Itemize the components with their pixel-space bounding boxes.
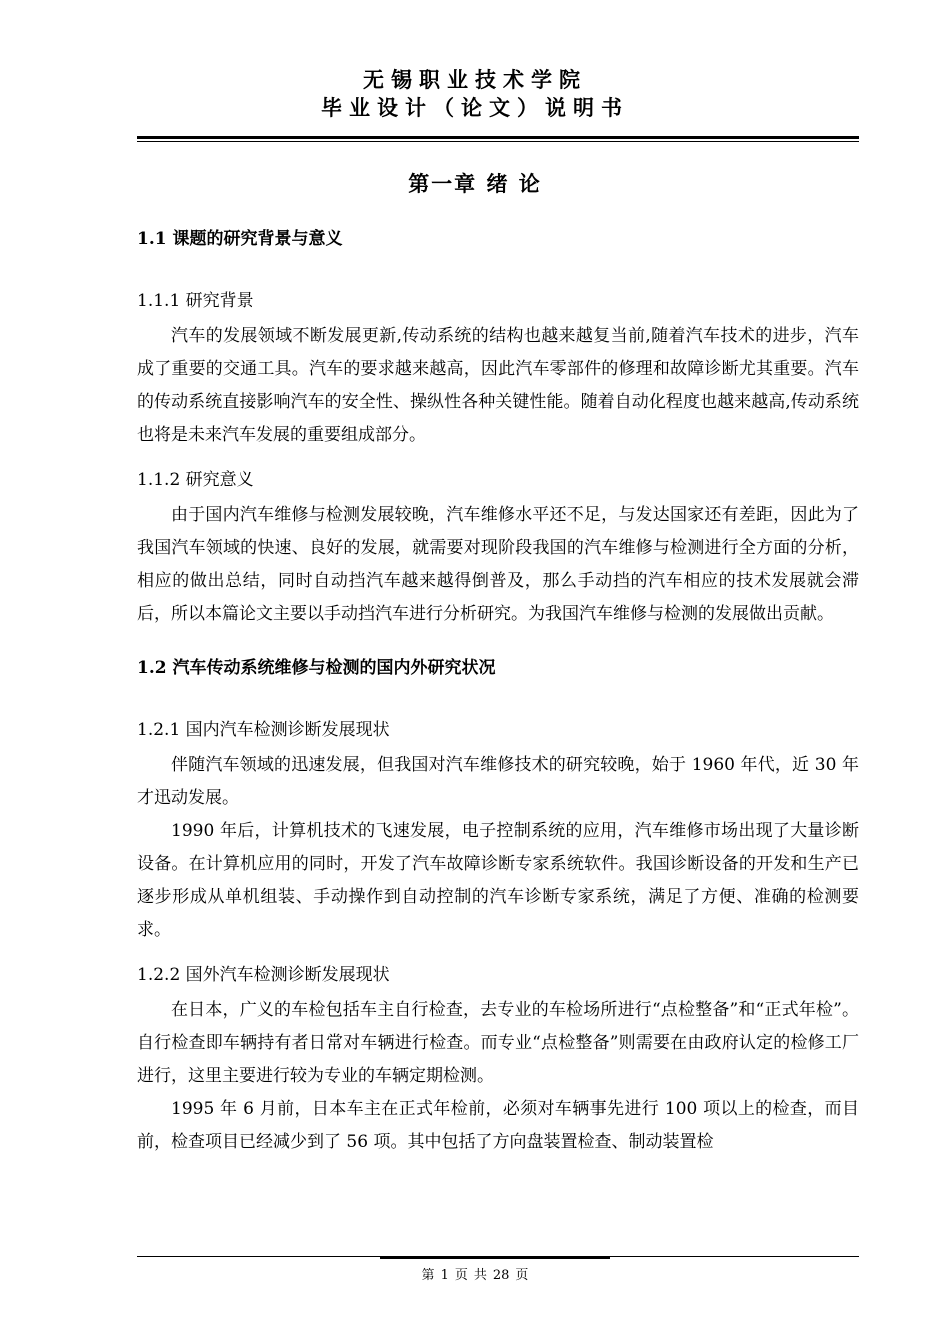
footer-di: 第 (421, 1268, 435, 1283)
footer-gong: 共 (473, 1268, 487, 1283)
total-pages: 28 (492, 1268, 510, 1283)
header-rule-thick (137, 136, 859, 139)
page-footer (0, 1264, 950, 1283)
section-heading-1-1-2: 1.1.2 研究意义 (137, 470, 254, 490)
paragraph: 1995 年 6 月前，日本车主在正式年检前，必须对车辆事先进行 100 项以上的检查，而目前，检查项目已经减少到了 56 项。其中包括了方向盘装置检查、制动装置检 (137, 1099, 859, 1152)
footer-rule-accent (380, 1257, 610, 1259)
paragraph: 汽车的发展领域不断发展更新,传动系统的结构也越来越复当前,随着汽车技术的进步，汽车成了重要的交通工具。汽车的要求越来越高，因此汽车零部件的修理和故障诊断尤其重要。汽车的传动系统直接影响汽车的安全性、操纵性各种关键性能。随着自动化程度也越来越高,传动系统也将是未来汽车发展的重要组成部分。 (137, 326, 859, 445)
paragraph: 1990 年后，计算机技术的飞速发展，电子控制系统的应用，汽车维修市场出现了大量诊断设备。在计算机应用的同时，开发了汽车故障诊断专家系统软件。我国诊断设备的开发和生产已逐步形成从单机组装、手动操作到自动控制的汽车诊断专家系统，满足了方便、准确的检测要求。 (137, 821, 859, 940)
page-header (0, 66, 950, 122)
footer-ye2: 页 (515, 1268, 529, 1283)
paragraph: 伴随汽车领域的迅速发展，但我国对汽车维修技术的研究较晚，始于 1960 年代，近 30 年才迅动发展。 (137, 755, 859, 808)
section-heading-1-2-1: 1.2.1 国内汽车检测诊断发展现状 (137, 720, 390, 740)
header-rule-thin (137, 141, 859, 142)
section-heading-1-1: 1.1 课题的研究背景与意义 (137, 229, 343, 249)
main-content (137, 224, 859, 1159)
paragraph: 在日本，广义的车检包括车主自行检查，去专业的车检场所进行“点检整备”和“正式年检”。自行检查即车辆持有者日常对车辆进行检查。而专业“点检整备”则需要在由政府认定的检修工厂进行，这里主要进行较为专业的车辆定期检测。 (137, 1000, 859, 1086)
chapter-title: 第一章 绪 论 (408, 171, 542, 196)
document-type: 毕业设计（论文）说明书 (321, 95, 629, 120)
school-name: 无锡职业技术学院 (363, 67, 587, 92)
section-heading-1-1-1: 1.1.1 研究背景 (137, 291, 254, 311)
footer-ye: 页 (454, 1268, 468, 1283)
section-heading-1-2: 1.2 汽车传动系统维修与检测的国内外研究状况 (137, 658, 496, 678)
section-heading-1-2-2: 1.2.2 国外汽车检测诊断发展现状 (137, 965, 390, 985)
page-number: 1 (440, 1268, 449, 1283)
paragraph: 由于国内汽车维修与检测发展较晚，汽车维修水平还不足，与发达国家还有差距，因此为了我国汽车领域的快速、良好的发展，就需要对现阶段我国的汽车维修与检测进行全方面的分析，相应的做出总结，同时自动挡汽车越来越得倒普及，那么手动挡的汽车相应的技术发展就会滞后，所以本篇论文主要以手动挡汽车进行分析研究。为我国汽车维修与检测的发展做出贡献。 (137, 505, 859, 624)
